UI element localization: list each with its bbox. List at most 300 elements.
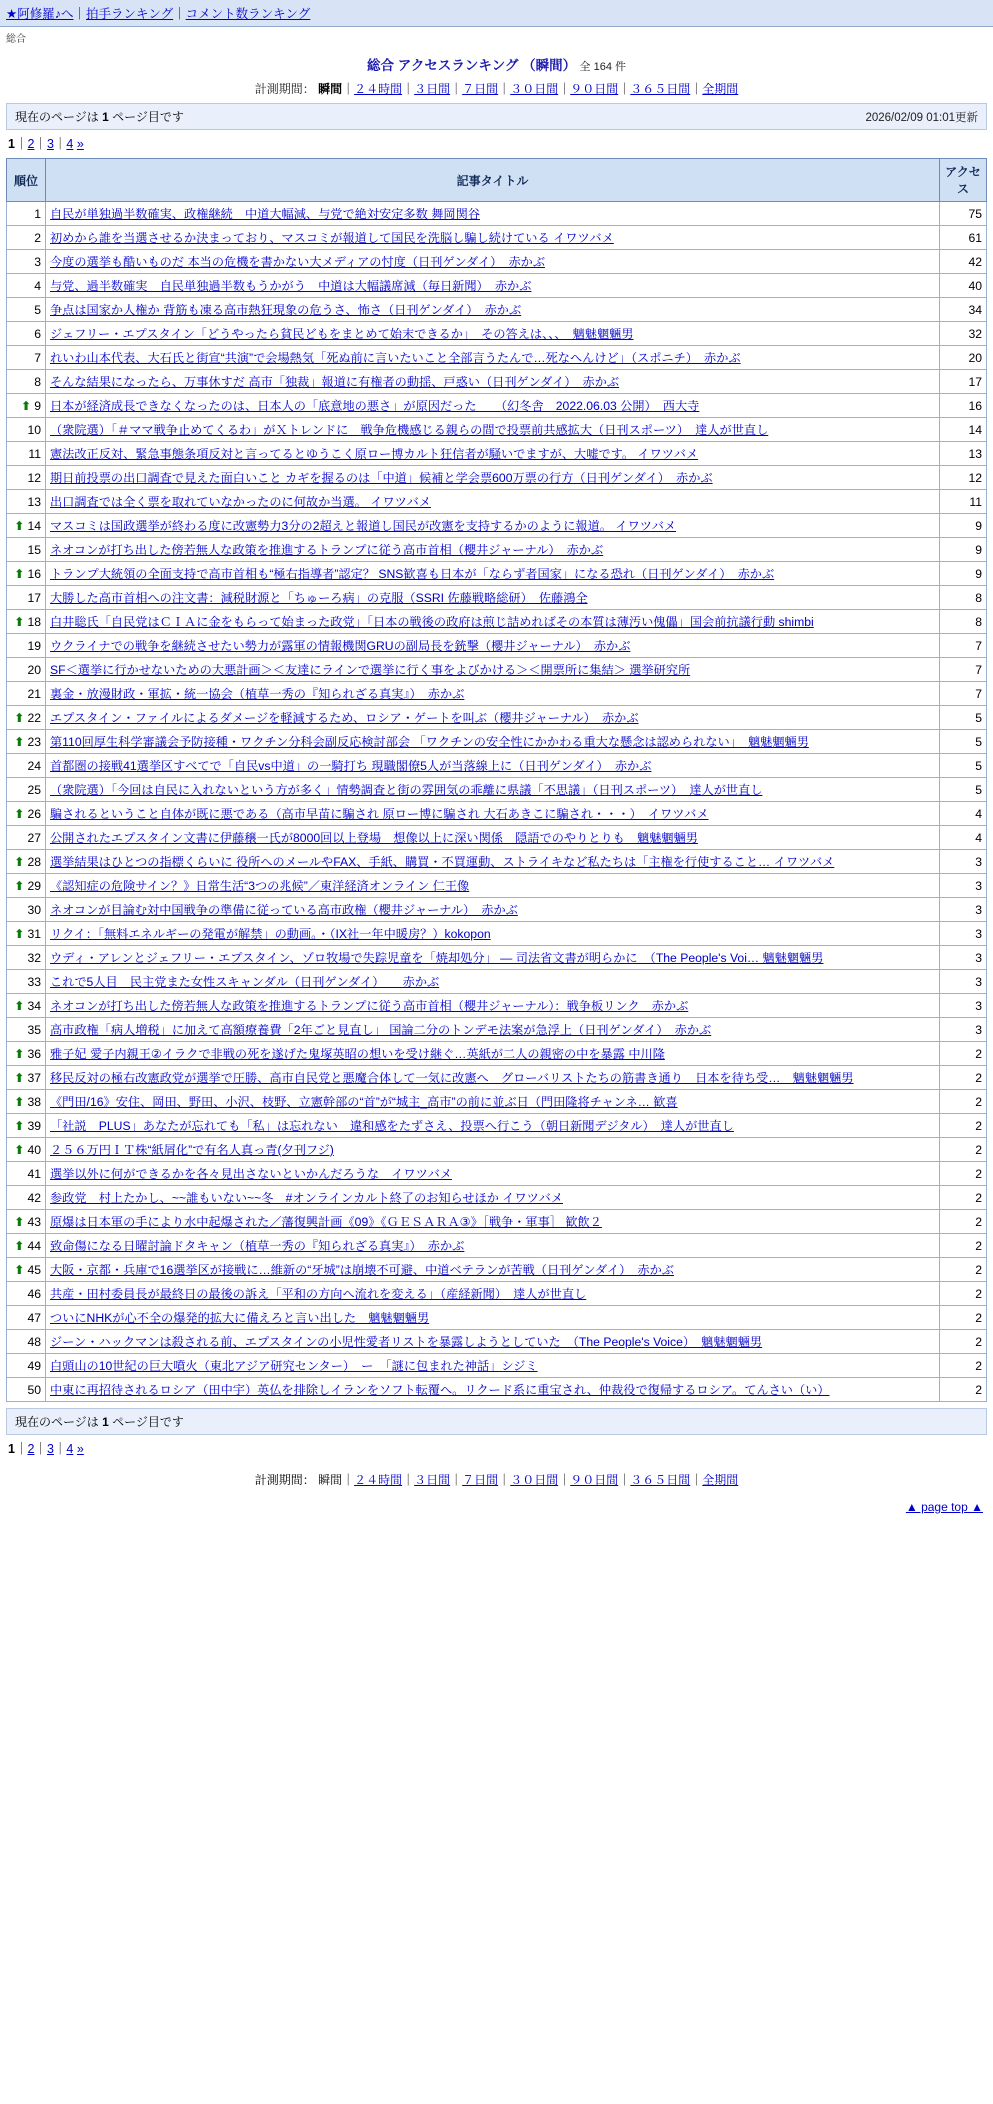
article-title-cell	[46, 1234, 940, 1258]
page-status-suffix: ページ目です	[112, 110, 184, 124]
access-count-cell: 2	[940, 1234, 987, 1258]
page-top-link-wrap	[0, 1494, 993, 1528]
article-title-cell	[46, 1330, 940, 1354]
article-link[interactable]: 初めから誰を当選させるか決まっており、マスコミが報道して国民を洗脳し騙し続けている イワツバメ	[50, 231, 614, 245]
page-top-link[interactable]: ▲ page top ▲	[905, 1500, 983, 1514]
table-row	[7, 370, 987, 394]
rank-number: 50	[27, 1382, 41, 1397]
period-b-sep-3: ｜	[498, 1473, 511, 1487]
article-title-cell	[46, 802, 940, 826]
rank-cell	[7, 562, 46, 586]
access-count-cell: 40	[940, 274, 987, 298]
rank-up-icon: ⬆	[14, 806, 25, 821]
pagination-page-1: 1	[8, 137, 15, 151]
article-link[interactable]: 騙されるということ自体が既に悪である（高市早苗に騙され 原ロー博に騙され 大石あきこに騙され・・・） イワツバメ	[50, 807, 709, 821]
article-title-cell	[46, 1138, 940, 1162]
article-link[interactable]: 裏金・放漫財政・軍拡・統一協会（植草一秀の『知られざる真実』） 赤かぶ	[50, 687, 465, 701]
table-row	[7, 1234, 987, 1258]
table-row	[7, 274, 987, 298]
article-title-cell	[46, 1186, 940, 1210]
access-count-cell: 4	[940, 802, 987, 826]
page-status-number: 1	[102, 110, 109, 124]
rank-cell	[7, 802, 46, 826]
article-link[interactable]: リクイ：「無料エネルギーの発電が解禁」の動画。・（IX社一年中暖房？）kokopon	[50, 927, 491, 941]
article-link[interactable]: ネオコンが目論む対中国戦争の準備に従っている高市政権（櫻井ジャーナル） 赤かぶ	[50, 903, 518, 917]
rank-cell	[7, 1186, 46, 1210]
access-count-cell: 2	[940, 1090, 987, 1114]
rank-number: 11	[28, 446, 41, 461]
page-status-bar-bottom	[6, 1408, 987, 1435]
rank-up-icon: ⬆	[14, 1142, 25, 1157]
rank-number: 36	[27, 1046, 41, 1061]
table-row	[7, 586, 987, 610]
access-count-cell: 3	[940, 850, 987, 874]
article-title-cell	[46, 466, 940, 490]
rank-cell	[7, 1090, 46, 1114]
article-title-cell	[46, 226, 940, 250]
column-header-access: アクセス	[940, 159, 987, 202]
access-count-cell: 4	[940, 826, 987, 850]
article-title-cell	[46, 1282, 940, 1306]
pagination-bottom-page-4[interactable]: 4	[66, 1442, 74, 1456]
article-link[interactable]: 大勝した高市首相への注文書：減税財源と「ちゅーろ病」の克服（SSRI 佐藤戦略総研） 佐藤鴻全	[50, 591, 588, 605]
rank-cell	[7, 514, 46, 538]
article-link[interactable]: ついにNHKが心不全の爆発的拡大に備えろと言い出した 魑魅魍魎男	[50, 1311, 430, 1325]
access-count-cell: 2	[940, 1186, 987, 1210]
rank-up-icon: ⬆	[14, 998, 25, 1013]
access-count-cell: 42	[940, 250, 987, 274]
rank-cell	[7, 1306, 46, 1330]
access-count-cell: 34	[940, 298, 987, 322]
article-link[interactable]: 《門田/16》安住、岡田、野田、小沢、枝野、立憲幹部の“首”が“城主_高市”の前に並ぶ日（門田隆将チャンネ… 歓喜	[50, 1095, 678, 1109]
table-row	[7, 682, 987, 706]
pagination-bottom-sep-1: ｜	[14, 1442, 28, 1456]
rank-up-icon: ⬆	[14, 1070, 25, 1085]
access-count-cell: 2	[940, 1066, 987, 1090]
article-link[interactable]: （衆院選）「＃ママ戦争止めてくるわ」がＸトレンドに 戦争危機感じる親らの間で投票前共感拡大（日刊スポーツ） 達人が世直し	[50, 423, 769, 437]
access-count-cell: 2	[940, 1354, 987, 1378]
rank-number: 5	[34, 302, 41, 317]
article-link[interactable]: 第110回厚生科学審議会予防接種・ワクチン分科会副反応検討部会 「ワクチンの安全性にかかわる重大な懸念は認められない」 魑魅魍魎男	[50, 735, 809, 749]
access-count-cell: 2	[940, 1138, 987, 1162]
article-link[interactable]: 首都圏の接戦41選挙区すべてで「自民vs中道」の一騎打ち 現職閣僚5人が当落線上に（日刊ゲンダイ） 赤かぶ	[50, 759, 652, 773]
article-link[interactable]: 雅子妃 愛子内親王②イラクで非戦の死を遂げた鬼塚英昭の想いを受け継ぐ…英紙が二人の親密の中を暴露 中川隆	[50, 1047, 665, 1061]
article-link[interactable]: マスコミは国政選挙が終わる度に改憲勢力3分の2超えと報道し国民が改憲を支持するかのように報道。 イワツバメ	[50, 519, 677, 533]
rank-cell	[7, 1210, 46, 1234]
access-count-cell: 16	[940, 394, 987, 418]
article-link[interactable]: 参政党 村上たかし、~~誰もいない~~冬 #オンラインカルト終了のお知らせほか イワツバメ	[50, 1191, 563, 1205]
access-count-cell: 2	[940, 1162, 987, 1186]
period-option-7d[interactable]: ７日間	[462, 82, 499, 96]
footer-status-suffix: ページ目です	[112, 1415, 184, 1429]
nav-link-comment-ranking[interactable]: コメント数ランキング	[185, 7, 311, 21]
last-updated-timestamp: 2026/02/09 01:01更新	[865, 111, 978, 124]
rank-number: 43	[27, 1214, 41, 1229]
rank-number: 7	[34, 350, 41, 365]
rank-number: 3	[34, 254, 41, 269]
access-count-cell: 14	[940, 418, 987, 442]
period-option-24h[interactable]: ２４時間	[354, 82, 403, 96]
rank-cell	[7, 1018, 46, 1042]
table-row	[7, 658, 987, 682]
article-title-cell	[46, 274, 940, 298]
rank-number: 6	[34, 326, 41, 341]
article-link[interactable]: 大阪・京都・兵庫で16選挙区が接戦に…維新の“牙城”は崩壊不可避、中道ベテランが苦戦（日刊ゲンダイ） 赤かぶ	[50, 1263, 674, 1277]
rank-up-icon: ⬆	[14, 614, 25, 629]
top-navigation-bar	[0, 0, 993, 27]
article-title-cell	[46, 994, 940, 1018]
table-row	[7, 1138, 987, 1162]
access-count-cell: 3	[940, 1018, 987, 1042]
rank-number: 2	[34, 230, 41, 245]
nav-link-applause-ranking[interactable]: 拍手ランキング	[85, 7, 174, 21]
rank-cell	[7, 538, 46, 562]
rank-number: 39	[27, 1118, 41, 1133]
table-row	[7, 298, 987, 322]
access-count-cell: 2	[940, 1282, 987, 1306]
rank-up-icon: ⬆	[14, 926, 25, 941]
article-link[interactable]: トランプ大統領の全面支持で高市首相も“極右指導者”認定？ SNS歓喜も日本が「ならず者国家」になる恐れ（日刊ゲンダイ） 赤かぶ	[50, 567, 775, 581]
access-count-cell: 20	[940, 346, 987, 370]
rank-cell	[7, 322, 46, 346]
article-link[interactable]: れいわ山本代表、大石氏と街宣“共演”で会場熱気「死ぬ前に言いたいこと全部言うたんで…死なへんけど」（スポニチ） 赤かぶ	[50, 351, 741, 365]
table-row	[7, 1354, 987, 1378]
access-count-cell: 3	[940, 946, 987, 970]
rank-cell	[7, 298, 46, 322]
page-title-block	[0, 48, 993, 76]
article-link[interactable]: （衆院選）「今回は自民に入れないという方が多く」情勢調査と街の雰囲気の乖離に県議「不思議」（日刊スポーツ） 達人が世直し	[50, 783, 763, 797]
rank-cell	[7, 682, 46, 706]
rank-cell	[7, 490, 46, 514]
period-selector-bottom	[0, 1463, 993, 1494]
article-link[interactable]: ネオコンが打ち出した傍若無人な政策を推進するトランプに従う高市首相（櫻井ジャーナル） 赤かぶ	[50, 543, 604, 557]
rank-number: 8	[34, 374, 41, 389]
table-row	[7, 850, 987, 874]
article-title-cell	[46, 1018, 940, 1042]
table-row	[7, 754, 987, 778]
article-title-cell	[46, 1378, 940, 1402]
article-link[interactable]: 中東に再招待されるロシア（田中宇）英仏を排除しイランをソフト転覆へ。リクード系に重宝され、仲裁役で復帰するロシア。てんさい（い）	[50, 1383, 830, 1397]
access-count-cell: 2	[940, 1210, 987, 1234]
article-title-cell	[46, 298, 940, 322]
table-row	[7, 1114, 987, 1138]
rank-cell	[7, 1234, 46, 1258]
article-link[interactable]: 「社説 PLUS」あなたが忘れても「私」は忘れない 違和感をたずさえ、投票へ行こう（朝日新聞デジタル） 達人が世直し	[50, 1119, 734, 1133]
access-count-cell: 32	[940, 322, 987, 346]
article-link[interactable]: 日本が経済成長できなくなったのは、日本人の「底意地の悪さ」が原因だった （幻冬舎 2022.06.03 公開） 西大寺	[50, 399, 700, 413]
article-link[interactable]: ジェフリー・エプスタイン「どうやったら貧民どもをまとめて始末できるか」 その答えは、、、 魑魅魍魎男	[50, 327, 634, 341]
article-link[interactable]: ジーン・ハックマンは殺される前、エプスタインの小児性愛者リストを暴露しようとしていた （The People's Voice） 魑魅魍魎男	[50, 1335, 763, 1349]
table-row	[7, 1186, 987, 1210]
access-count-cell: 7	[940, 682, 987, 706]
article-link[interactable]: ２５６万円ＩＴ株“紙屑化”で有名人真っ青(夕刊フジ)	[50, 1143, 334, 1157]
article-title-cell	[46, 370, 940, 394]
rank-cell	[7, 442, 46, 466]
access-count-cell: 3	[940, 970, 987, 994]
rank-up-icon: ⬆	[14, 1046, 25, 1061]
article-link[interactable]: 共産・田村委員長が最終日の最後の訴え「平和の方向へ流れを変える」（産経新聞） 達人が世直し	[50, 1287, 587, 1301]
ranking-table	[6, 158, 987, 1402]
article-title-cell	[46, 634, 940, 658]
article-link[interactable]: 公開されたエプスタイン文書に伊藤穣一氏が8000回以上登場 想像以上に深い関係 隠語でのやりとりも 魑魅魍魎男	[50, 831, 698, 845]
access-count-cell: 7	[940, 634, 987, 658]
table-row	[7, 226, 987, 250]
article-title-cell	[46, 1114, 940, 1138]
period-bottom-option-all[interactable]: 全期間	[702, 1473, 739, 1487]
rank-number: 17	[27, 590, 41, 605]
rank-cell	[7, 370, 46, 394]
article-link[interactable]: 今度の選挙も酷いものだ 本当の危機を書かない大メディアの忖度（日刊ゲンダイ） 赤かぶ	[50, 255, 546, 269]
table-row	[7, 250, 987, 274]
rank-cell	[7, 658, 46, 682]
table-row	[7, 706, 987, 730]
rank-number: 34	[27, 998, 41, 1013]
access-count-cell: 5	[940, 730, 987, 754]
rank-number: 42	[27, 1190, 41, 1205]
article-link[interactable]: 致命傷になる日曜討論ドタキャン（植草一秀の『知られざる真実』） 赤かぶ	[50, 1239, 465, 1253]
rank-number: 21	[27, 686, 41, 701]
article-title-cell	[46, 562, 940, 586]
article-link[interactable]: 争点は国家か人権か 背筋も凍る高市熱狂現象の危うさ、怖さ（日刊ゲンダイ） 赤かぶ	[50, 303, 522, 317]
period-bottom-option-7d[interactable]: ７日間	[462, 1473, 499, 1487]
table-row	[7, 970, 987, 994]
rank-cell	[7, 994, 46, 1018]
rank-up-icon: ⬆	[14, 1238, 25, 1253]
rank-up-icon: ⬆	[21, 398, 32, 413]
pagination-bottom-page-2[interactable]: 2	[27, 1442, 35, 1456]
article-link[interactable]: 原爆は日本軍の手により水中起爆された／藩復興計画《09》《ＧＥＳＡＲＡ③》［戦争・軍事］ 歓飲２	[50, 1215, 602, 1229]
access-count-cell: 2	[940, 1042, 987, 1066]
table-row	[7, 1330, 987, 1354]
article-link[interactable]: 自民が単独過半数確実、政権継続 中道大幅減、与党で絶対安定多数 舞岡関谷	[50, 207, 480, 221]
article-link[interactable]: 選挙以外に何ができるかを各々見出さないといかんだろうな イワツバメ	[50, 1167, 452, 1181]
category-label: 総合	[6, 34, 26, 45]
rank-number: 1	[34, 206, 41, 221]
rank-cell	[7, 1138, 46, 1162]
article-title-cell	[46, 970, 940, 994]
period-bottom-option-365d[interactable]: ３６５日間	[630, 1473, 691, 1487]
table-row	[7, 346, 987, 370]
period-option-365d[interactable]: ３６５日間	[630, 82, 691, 96]
footer-status-number: 1	[102, 1415, 109, 1429]
period-current: 瞬間	[318, 82, 343, 96]
page-status-prefix: 現在のページは	[15, 110, 99, 124]
article-title-cell	[46, 778, 940, 802]
article-title-cell	[46, 1162, 940, 1186]
rank-cell	[7, 202, 46, 226]
rank-number: 49	[27, 1358, 41, 1373]
article-title-cell	[46, 898, 940, 922]
pagination-bottom-sep-2: ｜	[34, 1442, 47, 1456]
access-count-cell: 2	[940, 1258, 987, 1282]
period-selector-top	[0, 76, 993, 103]
rank-number: 28	[27, 854, 41, 869]
article-title-cell	[46, 730, 940, 754]
table-row	[7, 946, 987, 970]
pagination-page-3[interactable]: 3	[46, 137, 54, 151]
table-row	[7, 730, 987, 754]
article-title-cell	[46, 658, 940, 682]
table-row	[7, 442, 987, 466]
article-link[interactable]: SF＜選挙に行かせないための大悪計画＞＜友達にラインで選挙に行く事をよびかける＞＜開票所に集結＞ 選挙研究所	[50, 663, 691, 677]
pagination-top	[8, 134, 985, 152]
access-count-cell: 12	[940, 466, 987, 490]
period-bottom-option-90d[interactable]: ９０日間	[570, 1473, 619, 1487]
period-bottom-option-3d[interactable]: ３日間	[414, 1473, 451, 1487]
pagination-sep-2: ｜	[34, 137, 47, 151]
rank-up-icon: ⬆	[14, 878, 25, 893]
rank-cell	[7, 850, 46, 874]
pagination-bottom-next[interactable]: »	[76, 1442, 84, 1456]
rank-number: 25	[27, 782, 41, 797]
table-row	[7, 922, 987, 946]
article-link[interactable]: ネオコンが打ち出した傍若無人な政策を推進するトランプに従う高市首相（櫻井ジャーナル）：戦争板リンク 赤かぶ	[50, 999, 689, 1013]
article-title-cell	[46, 1090, 940, 1114]
rank-cell	[7, 1066, 46, 1090]
table-row	[7, 1018, 987, 1042]
period-sep-1: ｜	[402, 82, 415, 96]
pagination-next[interactable]: »	[76, 137, 84, 151]
rank-cell	[7, 1042, 46, 1066]
rank-cell	[7, 874, 46, 898]
period-option-90d[interactable]: ９０日間	[570, 82, 619, 96]
access-count-cell: 75	[940, 202, 987, 226]
article-link[interactable]: 白井聡氏「自民党はＣＩＡに金をもらって始まった政党」「日本の戦後の政府は煎じ詰めればその本質は薄汚い傀儡」国会前抗議行動 shimbi	[50, 615, 814, 629]
access-count-cell: 5	[940, 706, 987, 730]
article-link[interactable]: 出口調査では全く票を取れていなかったのに何故か当選。 イワツバメ	[50, 495, 431, 509]
period-option-30d[interactable]: ３０日間	[510, 82, 559, 96]
rank-cell	[7, 1378, 46, 1402]
article-link[interactable]: そんな結果になったら、万事休すだ 高市「独裁」報道に有権者の動揺、戸惑い（日刊ゲンダイ） 赤かぶ	[50, 375, 620, 389]
pagination-sep-1: ｜	[14, 137, 28, 151]
rank-cell	[7, 1162, 46, 1186]
rank-cell	[7, 730, 46, 754]
article-title-cell	[46, 754, 940, 778]
table-row	[7, 514, 987, 538]
period-current-bottom: 瞬間	[318, 1473, 343, 1487]
article-link[interactable]: 選挙結果はひとつの指標くらいに 役所へのメールやFAX、手紙、購買・不買運動、ストライキなど私たちは「主権を行使すること… イワツバメ	[50, 855, 835, 869]
article-title-cell	[46, 922, 940, 946]
rank-number: 10	[27, 422, 41, 437]
period-sep-2: ｜	[450, 82, 463, 96]
rank-number: 41	[27, 1166, 41, 1181]
rank-cell	[7, 1114, 46, 1138]
rank-cell	[7, 394, 46, 418]
period-bottom-option-30d[interactable]: ３０日間	[510, 1473, 559, 1487]
rank-number: 46	[27, 1286, 41, 1301]
period-option-all[interactable]: 全期間	[702, 82, 739, 96]
rank-number: 40	[27, 1142, 41, 1157]
pagination-page-2[interactable]: 2	[27, 137, 35, 151]
rank-number: 31	[27, 926, 41, 941]
pagination-bottom-sep-3: ｜	[53, 1442, 67, 1456]
period-bottom-option-24h[interactable]: ２４時間	[354, 1473, 403, 1487]
rank-cell	[7, 586, 46, 610]
article-title-cell	[46, 250, 940, 274]
table-row	[7, 898, 987, 922]
table-row	[7, 490, 987, 514]
access-count-cell: 13	[940, 442, 987, 466]
article-link[interactable]: 移民反対の極右改憲政党が選挙で圧勝、高市自民党と悪魔合体して一気に改憲へ グローバリストたちの筋書き通り 日本を待ち受… 魑魅魍魎男	[50, 1071, 854, 1085]
article-link[interactable]: 白頭山の10世紀の巨大噴火（東北アジア研究センター） ー 「謎に包まれた神話」シジミ	[50, 1359, 538, 1373]
period-sep-6: ｜	[690, 82, 703, 96]
period-option-3d[interactable]: ３日間	[414, 82, 451, 96]
result-count: 全 164 件	[579, 61, 626, 73]
article-link[interactable]: これで5人目 民主党また女性スキャンダル（日刊ゲンダイ） 赤かぶ	[50, 975, 440, 989]
rank-up-icon: ⬆	[14, 854, 25, 869]
pagination-page-4[interactable]: 4	[66, 137, 74, 151]
rank-number: 18	[27, 614, 41, 629]
access-count-cell: 17	[940, 370, 987, 394]
rank-number: 24	[27, 758, 41, 773]
rank-number: 19	[27, 638, 41, 653]
rank-number: 38	[27, 1094, 41, 1109]
article-title-cell	[46, 322, 940, 346]
rank-cell	[7, 898, 46, 922]
access-count-cell: 61	[940, 226, 987, 250]
access-count-cell: 3	[940, 994, 987, 1018]
period-sep-5: ｜	[618, 82, 631, 96]
rank-number: 9	[34, 398, 41, 413]
period-b-sep-5: ｜	[618, 1473, 631, 1487]
article-link[interactable]: 期日前投票の出口調査で見えた面白いこと カギを握るのは「中道」候補と学会票600万票の行方（日刊ゲンダイ） 赤かぶ	[50, 471, 713, 485]
rank-up-icon: ⬆	[14, 734, 25, 749]
pagination-bottom-page-3[interactable]: 3	[46, 1442, 54, 1456]
article-link[interactable]: エプスタイン・ファイルによるダメージを軽減するため、ロシア・ゲートを叫ぶ（櫻井ジャーナル） 赤かぶ	[50, 711, 639, 725]
rank-cell	[7, 754, 46, 778]
table-row	[7, 202, 987, 226]
article-title-cell	[46, 826, 940, 850]
table-row	[7, 466, 987, 490]
article-title-cell	[46, 946, 940, 970]
article-link[interactable]: 憲法改正反対、緊急事態条項反対と言ってるとゆうこく原ロー博カルト狂信者が騒いでますが、大嘘です。 イワツバメ	[50, 447, 699, 461]
table-row	[7, 418, 987, 442]
pagination-bottom	[8, 1439, 985, 1457]
rank-up-icon: ⬆	[14, 710, 25, 725]
table-row	[7, 1306, 987, 1330]
nav-link-asyura[interactable]: ★阿修羅♪へ	[6, 7, 74, 21]
period-b-sep-4: ｜	[558, 1473, 571, 1487]
rank-cell	[7, 418, 46, 442]
rank-number: 13	[27, 494, 41, 509]
article-title-cell	[46, 394, 940, 418]
page-status-bar-top	[6, 103, 987, 130]
rank-cell	[7, 226, 46, 250]
page-title: 総合 アクセスランキング （瞬間）	[366, 58, 577, 73]
rank-cell	[7, 778, 46, 802]
rank-up-icon: ⬆	[14, 518, 25, 533]
table-row	[7, 1090, 987, 1114]
rank-up-icon: ⬆	[14, 1118, 25, 1133]
access-count-cell: 3	[940, 898, 987, 922]
rank-up-icon: ⬆	[14, 1262, 25, 1277]
article-title-cell	[46, 418, 940, 442]
period-b-sep-0: ｜	[342, 1473, 355, 1487]
rank-cell	[7, 922, 46, 946]
article-link[interactable]: ウディ・アレンとジェフリー・エプスタイン、ゾロ牧場で失踪児童を「焼却処分」 ― 司法省文書が明らかに （The People's Voi… 魑魅魍魎男	[50, 951, 824, 965]
article-title-cell	[46, 538, 940, 562]
article-link[interactable]: 高市政権「病人増税」に加えて高額療養費「2年ごと見直し」 国論二分のトンデモ法案が急浮上（日刊ゲンダイ） 赤かぶ	[50, 1023, 712, 1037]
rank-cell	[7, 250, 46, 274]
article-link[interactable]: ウクライナでの戦争を継続させたい勢力が露軍の情報機関GRUの副局長を銃撃（櫻井ジャーナル） 赤かぶ	[50, 639, 631, 653]
article-title-cell	[46, 1066, 940, 1090]
article-title-cell	[46, 1042, 940, 1066]
article-link[interactable]: 《認知症の危険サイン？》日常生活“3つの兆候”／東洋経済オンライン 仁王像	[50, 879, 470, 893]
table-row	[7, 1066, 987, 1090]
article-link[interactable]: 与党、過半数確実 自民単独過半数もうかがう 中道は大幅議席減（毎日新聞） 赤かぶ	[50, 279, 532, 293]
rank-number: 29	[27, 878, 41, 893]
table-row	[7, 826, 987, 850]
